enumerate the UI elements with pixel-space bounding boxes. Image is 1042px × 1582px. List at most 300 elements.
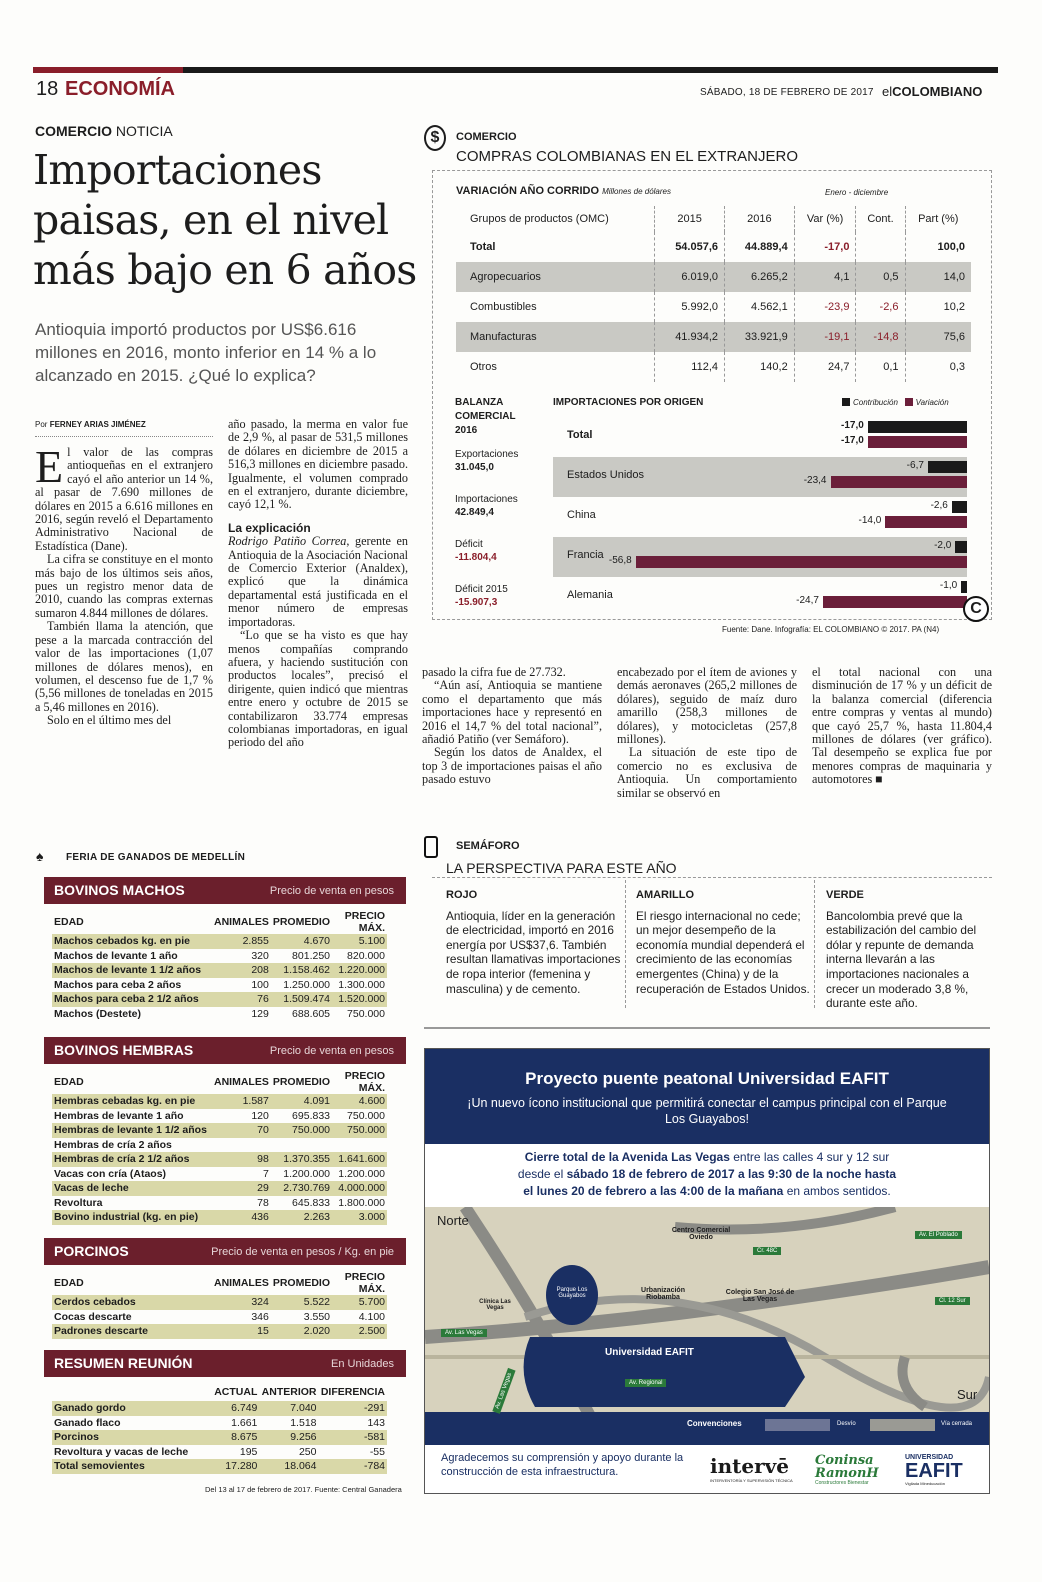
table-cell: 750.000 — [347, 1007, 385, 1020]
table-cell: 4.100 — [358, 1310, 385, 1323]
chart-title: IMPORTACIONES POR ORIGEN — [553, 397, 704, 408]
balance-value: 42.849,4 — [455, 507, 494, 518]
logo-name: UNIVERSIDAD — [905, 1454, 954, 1461]
kicker-topic: COMERCIO — [35, 123, 112, 139]
table-cell: 195 — [239, 1445, 258, 1458]
semaforo-label: VERDE — [826, 889, 864, 901]
bar-value-label: -56,8 — [608, 555, 632, 566]
table-cell: Hembras cebadas kg. en pie — [52, 1094, 212, 1109]
eafit-advertisement[interactable] — [424, 1048, 990, 1494]
table-cell: 5.522 — [271, 1295, 332, 1310]
table-cell: 54.057,6 — [655, 232, 725, 262]
bar-value-label: -23,4 — [803, 475, 827, 486]
subhead: La explicación — [228, 520, 311, 535]
feria-section-subtitle: En Unidades — [331, 1358, 394, 1370]
table-row — [52, 1310, 387, 1325]
table-header: PROMEDIO — [272, 1277, 331, 1289]
table-cell: Padrones descarte — [52, 1324, 212, 1339]
table-cell: Cerdos cebados — [52, 1295, 212, 1310]
ad-closure-notice — [455, 1149, 959, 1200]
table-header: PRECIO MÁX. — [344, 910, 385, 934]
table-cell: 14,0 — [905, 262, 971, 292]
table-row — [52, 1295, 387, 1310]
table-cell: Hembras de levante 1 1/2 años — [52, 1123, 212, 1138]
table-header — [52, 1383, 212, 1401]
logo-tagline: Constructores Bienestar — [815, 1480, 869, 1486]
road-sign-vertical: Av. Las Vegas — [492, 1368, 515, 1414]
feria-table — [52, 1383, 387, 1474]
table-cell: 2.020 — [271, 1324, 332, 1339]
logo-name: EAFIT — [905, 1460, 963, 1482]
table-cell: 250 — [298, 1445, 317, 1458]
table-cell: 10,2 — [943, 301, 965, 313]
table-cell: Machos de levante 1 1/2 años — [52, 963, 212, 978]
paragraph: año pasado, la merma en valor fue de 2,9 %, al pasar de 531,5 millones de dólares en diciembre de 2015 a 516,3 millones en diciembre pasado. Igualmente, el volumen comprado en el extranjero, durante diciembre, cayó 12,1 %. — [228, 417, 408, 512]
closure-part: entre las calles 4 sur y 12 sur — [729, 1150, 890, 1164]
ad-subtitle: ¡Un nuevo ícono institucional que permitirá conectar el campus principal con el Parque Los Guayabos! — [467, 1096, 947, 1126]
table-cell: 1.220.000 — [332, 963, 387, 978]
paragraph — [228, 535, 408, 629]
table-cell: 346 — [251, 1310, 269, 1323]
period-label: Enero - diciembre — [825, 188, 889, 197]
compass-north: Norte — [437, 1213, 469, 1228]
route-map — [425, 1207, 989, 1445]
paragraph: Según los datos de Analdex, el top 3 de importaciones paisas el año pasado estuvo — [422, 745, 602, 787]
variation-bar — [636, 556, 967, 568]
table-cell: 0,5 — [856, 262, 905, 292]
road-sign: Av. Las Vegas — [441, 1329, 487, 1337]
table-cell: Ganado gordo — [52, 1401, 212, 1416]
semaforo-amber — [636, 888, 814, 996]
paragraph: La situación de este tipo de comercio no es exclusiva de Antioquia. Un comportamiento similar se observó en — [617, 745, 797, 800]
page-number: 18 — [36, 78, 59, 100]
balance-item — [455, 493, 518, 519]
table-cell: Hembras de cría 2 1/2 años — [52, 1152, 212, 1167]
table-cell: 750.000 — [271, 1123, 332, 1138]
variation-bar — [885, 516, 967, 528]
balance-label: Déficit — [455, 539, 483, 550]
table-cell: 100 — [251, 978, 269, 991]
table-cell: 3.000 — [332, 1210, 387, 1225]
table-row — [52, 949, 387, 964]
table-row — [52, 1167, 387, 1182]
article-column-4 — [617, 666, 797, 800]
variation-table — [456, 206, 971, 382]
variation-bar — [831, 476, 968, 488]
eafit-logo — [905, 1454, 963, 1486]
table-cell: 17.280 — [212, 1459, 259, 1474]
table-cell: 41.934,2 — [655, 322, 725, 352]
road-sign: Cl. 12 Sur — [935, 1297, 970, 1305]
logo-name: Coninsa RamonH — [815, 1453, 879, 1481]
table-cell: 695.833 — [292, 1109, 331, 1122]
table-cell: 1.661 — [231, 1416, 258, 1429]
table-cell: 5.992,0 — [655, 292, 725, 322]
table-cell: 1.250.000 — [283, 978, 331, 991]
table-cell: 24,7 — [794, 352, 856, 382]
semaforo-label: ROJO — [446, 889, 478, 901]
legend-label: Contribución — [853, 398, 898, 407]
top-rule — [33, 67, 998, 73]
table-cell: 29 — [212, 1181, 271, 1196]
divider — [625, 880, 626, 1008]
table-cell: 7.040 — [259, 1401, 318, 1416]
table-cell — [856, 232, 905, 262]
feria-table — [52, 1271, 387, 1339]
table-cell: 76 — [212, 992, 271, 1007]
table-cell: 6.019,0 — [655, 262, 725, 292]
article-column-5 — [812, 666, 992, 787]
table-header: PROMEDIO — [272, 1076, 331, 1088]
feria-source: Del 13 al 17 de febrero de 2017. Fuente: Central Ganadera — [205, 1485, 402, 1494]
paragraph — [35, 441, 213, 553]
table-header: EDAD — [54, 1277, 84, 1289]
closure-part: sábado 18 de febrero de 2017 — [566, 1167, 735, 1181]
table-header: ACTUAL — [214, 1386, 258, 1398]
semaforo-text: El riesgo internacional no cede; un mejor desempeño de la economía mundial dependerá el crecimiento de las economías emergentes (China) y de la recuperación de Estados Unidos. — [636, 908, 810, 996]
compass-south: Sur — [957, 1387, 978, 1402]
table-header: Part (%) — [918, 213, 959, 225]
table-cell: 6.749 — [212, 1401, 259, 1416]
closure-part: Cierre total de la Avenida Las Vegas — [524, 1150, 730, 1164]
table-cell: Agropecuarios — [456, 262, 655, 292]
ad-footer-text: Agradecemos su comprensión y apoyo durante la construcción de esta infraestructura. — [441, 1452, 684, 1478]
table-cell: 98 — [212, 1152, 271, 1167]
legend-swatch — [842, 398, 850, 406]
table-cell: Bovino industrial (kg. en pie) — [52, 1210, 212, 1225]
table-cell: 645.833 — [292, 1196, 331, 1209]
table-cell: Hembras de levante 1 año — [54, 1109, 184, 1122]
table-cell: -14,8 — [856, 322, 905, 352]
semaforo-green — [826, 888, 986, 1011]
variation-bar — [823, 596, 967, 608]
closure-part: desde el — [517, 1167, 567, 1181]
logo-name: intervē — [710, 1454, 789, 1478]
table-row — [456, 232, 971, 262]
table-cell: 78 — [257, 1196, 269, 1209]
table-header: Var (%) — [794, 206, 856, 232]
table-cell: 4.091 — [271, 1094, 332, 1109]
feria-section-header — [44, 1238, 406, 1265]
table-cell: Cocas descarte — [54, 1310, 132, 1323]
paragraph: La cifra se constituye en el monto más bajo de los últimos seis años, pues un registro menor data de 2010, cuando las compras externas sumaron 4.844 millones de dólares. — [35, 552, 213, 620]
table-cell: 1.641.600 — [332, 1152, 387, 1167]
feria-section-header — [44, 877, 406, 904]
table-cell: 8.675 — [212, 1430, 259, 1445]
table-cell — [332, 1138, 387, 1153]
table-cell: 9.256 — [259, 1430, 318, 1445]
table-row — [52, 1007, 387, 1022]
table-cell: 4.670 — [271, 934, 332, 949]
table-cell: Porcinos — [52, 1430, 212, 1445]
table-header: 2016 — [725, 206, 795, 232]
table-cell: 129 — [251, 1007, 269, 1020]
section-name[interactable]: ECONOMÍA — [65, 78, 175, 100]
table-cell: 0,3 — [949, 361, 965, 373]
table-cell: 2.730.769 — [271, 1181, 332, 1196]
table-cell: -291 — [319, 1401, 388, 1416]
balance-item — [455, 538, 497, 564]
table-row — [52, 1094, 387, 1109]
paragraph: También llama la atención, que pese a la marcada contracción del valor de las importaciones (1,07 millones de dólares menos), en volumen, el descenso fue de 1,7 % (5,56 millones de toneladas en 2015 a 5,46 millones en 2016). — [35, 619, 213, 714]
table-cell: Otros — [456, 352, 655, 382]
table-cell: 3.550 — [303, 1310, 331, 1323]
table-cell: 6.265,2 — [725, 262, 795, 292]
table-cell: 0,1 — [856, 352, 905, 382]
map-label-riobamba: Urbanización Riobamba — [641, 1287, 685, 1301]
table-row — [52, 1109, 387, 1124]
bar-value-label: -2,0 — [934, 540, 952, 551]
table-cell: 750.000 — [347, 1109, 385, 1122]
table-header-row — [456, 206, 971, 232]
semaforo-text: Antioquia, líder en la generación de electricidad, importó en 2016 energía por US$37,6. También resultan llamativas importaciones de ropa interior (femenina y masculina) y de cemento. — [446, 908, 621, 996]
variation-title-text: VARIACIÓN AÑO CORRIDO — [456, 185, 599, 197]
table-header: PROMEDIO — [272, 916, 331, 928]
table-row — [456, 352, 971, 382]
colombiano-logo-icon: C — [963, 596, 989, 622]
table-cell: Machos para ceba 2 1/2 años — [52, 992, 212, 1007]
masthead-name: COLOMBIANO — [892, 84, 983, 99]
table-cell: 1.587 — [212, 1094, 271, 1109]
table-cell: 208 — [212, 963, 271, 978]
byline-author: FERNEY ARIAS JIMÉNEZ — [49, 420, 146, 429]
variation-units: Millones de dólares — [602, 187, 671, 196]
chart-category-label: Francia — [567, 549, 604, 561]
table-header: ANIMALES — [214, 1076, 269, 1088]
table-cell: 140,2 — [725, 352, 795, 382]
balance-label: Déficit 2015 — [455, 584, 508, 595]
table-cell: -784 — [319, 1459, 388, 1474]
balance-label: Exportaciones — [455, 449, 519, 460]
table-row — [52, 978, 387, 993]
table-row — [456, 292, 971, 322]
chart-category-label: China — [567, 509, 596, 521]
semaforo-red — [446, 888, 624, 996]
table-cell: Machos para ceba 2 años — [54, 978, 182, 991]
article-column-1 — [35, 441, 213, 728]
dateline: SÁBADO, 18 DE FEBRERO DE 2017 — [700, 87, 874, 98]
table-cell: Total — [456, 232, 655, 262]
paragraph: “Aún así, Antioquia se mantiene como el departamento que más importaciones hace y representó en 2016 el 14,7 % del total nacional”, añadió Patiño (ver Semáforo). — [422, 678, 602, 747]
contribution-bar — [955, 541, 967, 553]
kicker-type: NOTICIA — [115, 123, 173, 139]
table-header: ANIMALES — [214, 1277, 269, 1289]
paragraph: Solo en el último mes del — [47, 713, 172, 728]
table-cell: Machos cebados kg. en pie — [52, 934, 212, 949]
variation-title — [456, 185, 671, 197]
table-cell: 5.100 — [332, 934, 387, 949]
table-cell: Revoltura — [54, 1196, 103, 1209]
road-sign: Av. El Poblado — [915, 1231, 962, 1239]
feria-section-title: BOVINOS HEMBRAS — [54, 1042, 194, 1058]
balance-item — [455, 448, 518, 474]
table-cell: Combustibles — [456, 292, 655, 322]
table-cell: 436 — [212, 1210, 271, 1225]
table-cell: 320 — [251, 949, 269, 962]
chart-legend — [842, 398, 949, 407]
legend-swatch — [905, 398, 913, 406]
table-row — [52, 934, 387, 949]
table-cell: 1.200.000 — [338, 1167, 385, 1180]
chart-category-label: Estados Unidos — [567, 469, 645, 481]
table-cell: 1.509.474 — [271, 992, 332, 1007]
table-cell: 4.562,1 — [725, 292, 795, 322]
balance-label: Importaciones — [455, 494, 518, 505]
table-cell: 688.605 — [292, 1007, 331, 1020]
table-cell: 2.500 — [332, 1324, 387, 1339]
closure-part: el lunes 20 de febrero a las 4:00 de la mañana — [523, 1184, 784, 1198]
table-row — [52, 1123, 387, 1138]
table-cell: 820.000 — [347, 949, 385, 962]
table-cell: Hembras de cría 2 años — [54, 1138, 172, 1151]
map-label-clinica: Clínica Las Vegas — [479, 1299, 511, 1311]
table-cell: 5.700 — [332, 1295, 387, 1310]
masthead-prefix: el — [882, 84, 893, 99]
bar-value-label: -24,7 — [796, 595, 819, 606]
table-cell: Manufacturas — [456, 322, 655, 352]
table-row — [456, 262, 971, 292]
table-cell: -17,0 — [794, 232, 856, 262]
paragraph-text: l valor de las compras antioqueñas en el extranjero cayó el año anterior un 14 %, al pasar de 7.690 millones de dólares en 2015 a 6.616 millones en 2016, según reveló el Departamento Administrativo Nacional de Estadística (Dane). — [35, 445, 213, 553]
semaforo-text: Bancolombia prevé que la estabilización del cambio del dólar y repunte de demanda interna llevarán a las importaciones nacionales a crecer un moderado 3,8 %, durante este año. — [826, 908, 977, 1011]
byline — [35, 420, 146, 429]
table-row — [52, 992, 387, 1007]
ad-banner — [425, 1049, 989, 1144]
table-cell: 100,0 — [937, 241, 965, 253]
table-header: EDAD — [54, 1076, 84, 1088]
conninsa-logo — [815, 1454, 895, 1486]
legend-closed: Vía cerrada — [941, 1421, 973, 1427]
paragraph: “Lo que se ha visto es que hay menos compañías comprando afuera, y haciendo sustitución con productos locales”, precisó el dirigente, quien indicó que mientras entre enero y octubre de 2015 se contabilizaron 33.774 empresas colombianas importadoras, en igual periodo del año — [228, 628, 408, 750]
table-cell: -2,6 — [856, 292, 905, 322]
table-cell: 1.158.462 — [271, 963, 332, 978]
table-header-row — [52, 1383, 387, 1401]
table-row — [52, 963, 387, 978]
table-cell: 143 — [367, 1416, 385, 1429]
table-cell: 120 — [251, 1109, 269, 1122]
balance-value: -15.907,3 — [455, 597, 498, 608]
contribution-bar — [928, 461, 967, 473]
chart-category-label: Total — [567, 429, 593, 441]
road-sign: Av. Regional — [625, 1379, 666, 1387]
table-cell: -23,9 — [794, 292, 856, 322]
table-cell: 750.000 — [332, 1123, 387, 1138]
map-graphic — [425, 1207, 989, 1445]
table-cell: 1.520.000 — [332, 992, 387, 1007]
bar-value-label: -17,0 — [841, 420, 864, 431]
info-source: Fuente: Dane. Infografía: EL COLOMBIANO © 2017. PA (N4) — [722, 625, 940, 634]
table-cell: 4,1 — [794, 262, 856, 292]
lead: Antioquia importó productos por US$6.616 millones en 2016, monto inferior en 14 % a lo alcanzado en 2015. ¿Qué lo explica? — [35, 320, 377, 385]
semaforo-title: LA PERSPECTIVA PARA ESTE AÑO — [446, 860, 677, 876]
table-cell: 112,4 — [655, 352, 725, 382]
article-kicker — [35, 123, 173, 139]
quoted-person: Rodrigo Patiño Correa — [228, 534, 347, 549]
closure-part: en ambos sentidos. — [783, 1184, 891, 1198]
paragraph: encabezado por el ítem de aviones y demás aeronaves (265,2 millones de dólares), seguido de maíz duro amarillo (258,3 millones de dólares), y motocicletas (257,8 millones). — [617, 665, 797, 747]
map-label-eafit: Universidad EAFIT — [605, 1347, 694, 1358]
chart-category-label: Alemania — [567, 589, 613, 601]
table-cell: 4.600 — [332, 1094, 387, 1109]
table-cell: Revoltura y vacas de leche — [54, 1445, 189, 1458]
contribution-bar — [952, 501, 967, 513]
legend-label: Variación — [915, 398, 949, 407]
table-cell: 7 — [263, 1167, 269, 1180]
semaforo-kicker: SEMÁFORO — [456, 840, 520, 852]
table-header: ANIMALES — [214, 916, 269, 928]
table-header: Cont. — [856, 206, 905, 232]
table-row — [52, 1430, 387, 1445]
table-cell: 2.263 — [271, 1210, 332, 1225]
table-cell: Total semovientes — [52, 1459, 212, 1474]
table-row — [52, 1152, 387, 1167]
table-header-row — [52, 910, 387, 934]
table-row — [52, 1401, 387, 1416]
map-label-colegio: Colegio San José de Las Vegas — [725, 1289, 795, 1303]
table-row — [52, 1459, 387, 1474]
table-cell: 1.300.000 — [338, 978, 385, 991]
section-rule — [424, 1027, 990, 1029]
table-row — [52, 1445, 387, 1460]
table-cell: -55 — [369, 1445, 385, 1458]
table-cell: Vacas con cría (Ataos) — [54, 1167, 167, 1180]
table-header: 2015 — [655, 206, 725, 232]
table-header: PRECIO MÁX. — [344, 1271, 385, 1295]
contribution-bar — [868, 421, 967, 433]
table-cell: 44.889,4 — [725, 232, 795, 262]
feria-section-title: PORCINOS — [54, 1243, 129, 1259]
feria-section-header — [44, 1037, 406, 1064]
road-sign: Cr. 48C — [753, 1247, 781, 1255]
table-row — [456, 322, 971, 352]
feria-section-header — [44, 1350, 406, 1377]
feria-section-subtitle: Precio de venta en pesos — [269, 1045, 394, 1057]
table-cell: 1.518 — [290, 1416, 317, 1429]
semaforo-rule — [432, 877, 992, 878]
dollar-icon: $ — [424, 125, 446, 151]
byline-rule — [35, 436, 213, 437]
table-header: ANTERIOR — [261, 1386, 317, 1398]
table-cell: -19,1 — [794, 322, 856, 352]
logo-tagline: Vigilada Mineducación — [905, 1481, 945, 1486]
table-cell: 15 — [212, 1324, 271, 1339]
table-cell: 1.800.000 — [338, 1196, 385, 1209]
ad-title: Proyecto puente peatonal Universidad EAFIT — [525, 1069, 889, 1088]
bar-value-label: -6,7 — [906, 460, 924, 471]
paragraph: pasado la cifra fue de 27.732. — [422, 665, 566, 679]
table-header-row — [52, 1271, 387, 1295]
info-title: COMPRAS COLOMBIANAS EN EL EXTRANJERO — [456, 148, 799, 165]
table-cell — [271, 1138, 332, 1153]
article-column-2 — [228, 418, 408, 750]
masthead[interactable] — [882, 84, 982, 99]
table-cell: Machos de levante 1 año — [54, 949, 178, 962]
feria-section-title: BOVINOS MACHOS — [54, 882, 185, 898]
legend-conventions: Convenciones — [687, 1419, 742, 1428]
table-cell: -581 — [319, 1430, 388, 1445]
intervē-logo — [710, 1454, 793, 1483]
table-row — [52, 1196, 387, 1211]
bar-value-label: -17,0 — [841, 435, 864, 446]
table-header: DIFERENCIA — [320, 1386, 385, 1398]
bull-icon: ♠ — [36, 848, 44, 864]
table-cell: 4.000.000 — [332, 1181, 387, 1196]
table-header: Grupos de productos (OMC) — [456, 206, 655, 232]
feria-title: FERIA DE GANADOS DE MEDELLÍN — [66, 852, 246, 863]
table-header: EDAD — [54, 916, 84, 928]
paragraph-text: , gerente en Antioquia de la Asociación Nacional de Comercio Exterior (Analdex), explicó que la dinámica departamental está justificada en el menor número de empresas importadoras. — [228, 534, 408, 629]
byline-pre: Por — [35, 420, 48, 429]
